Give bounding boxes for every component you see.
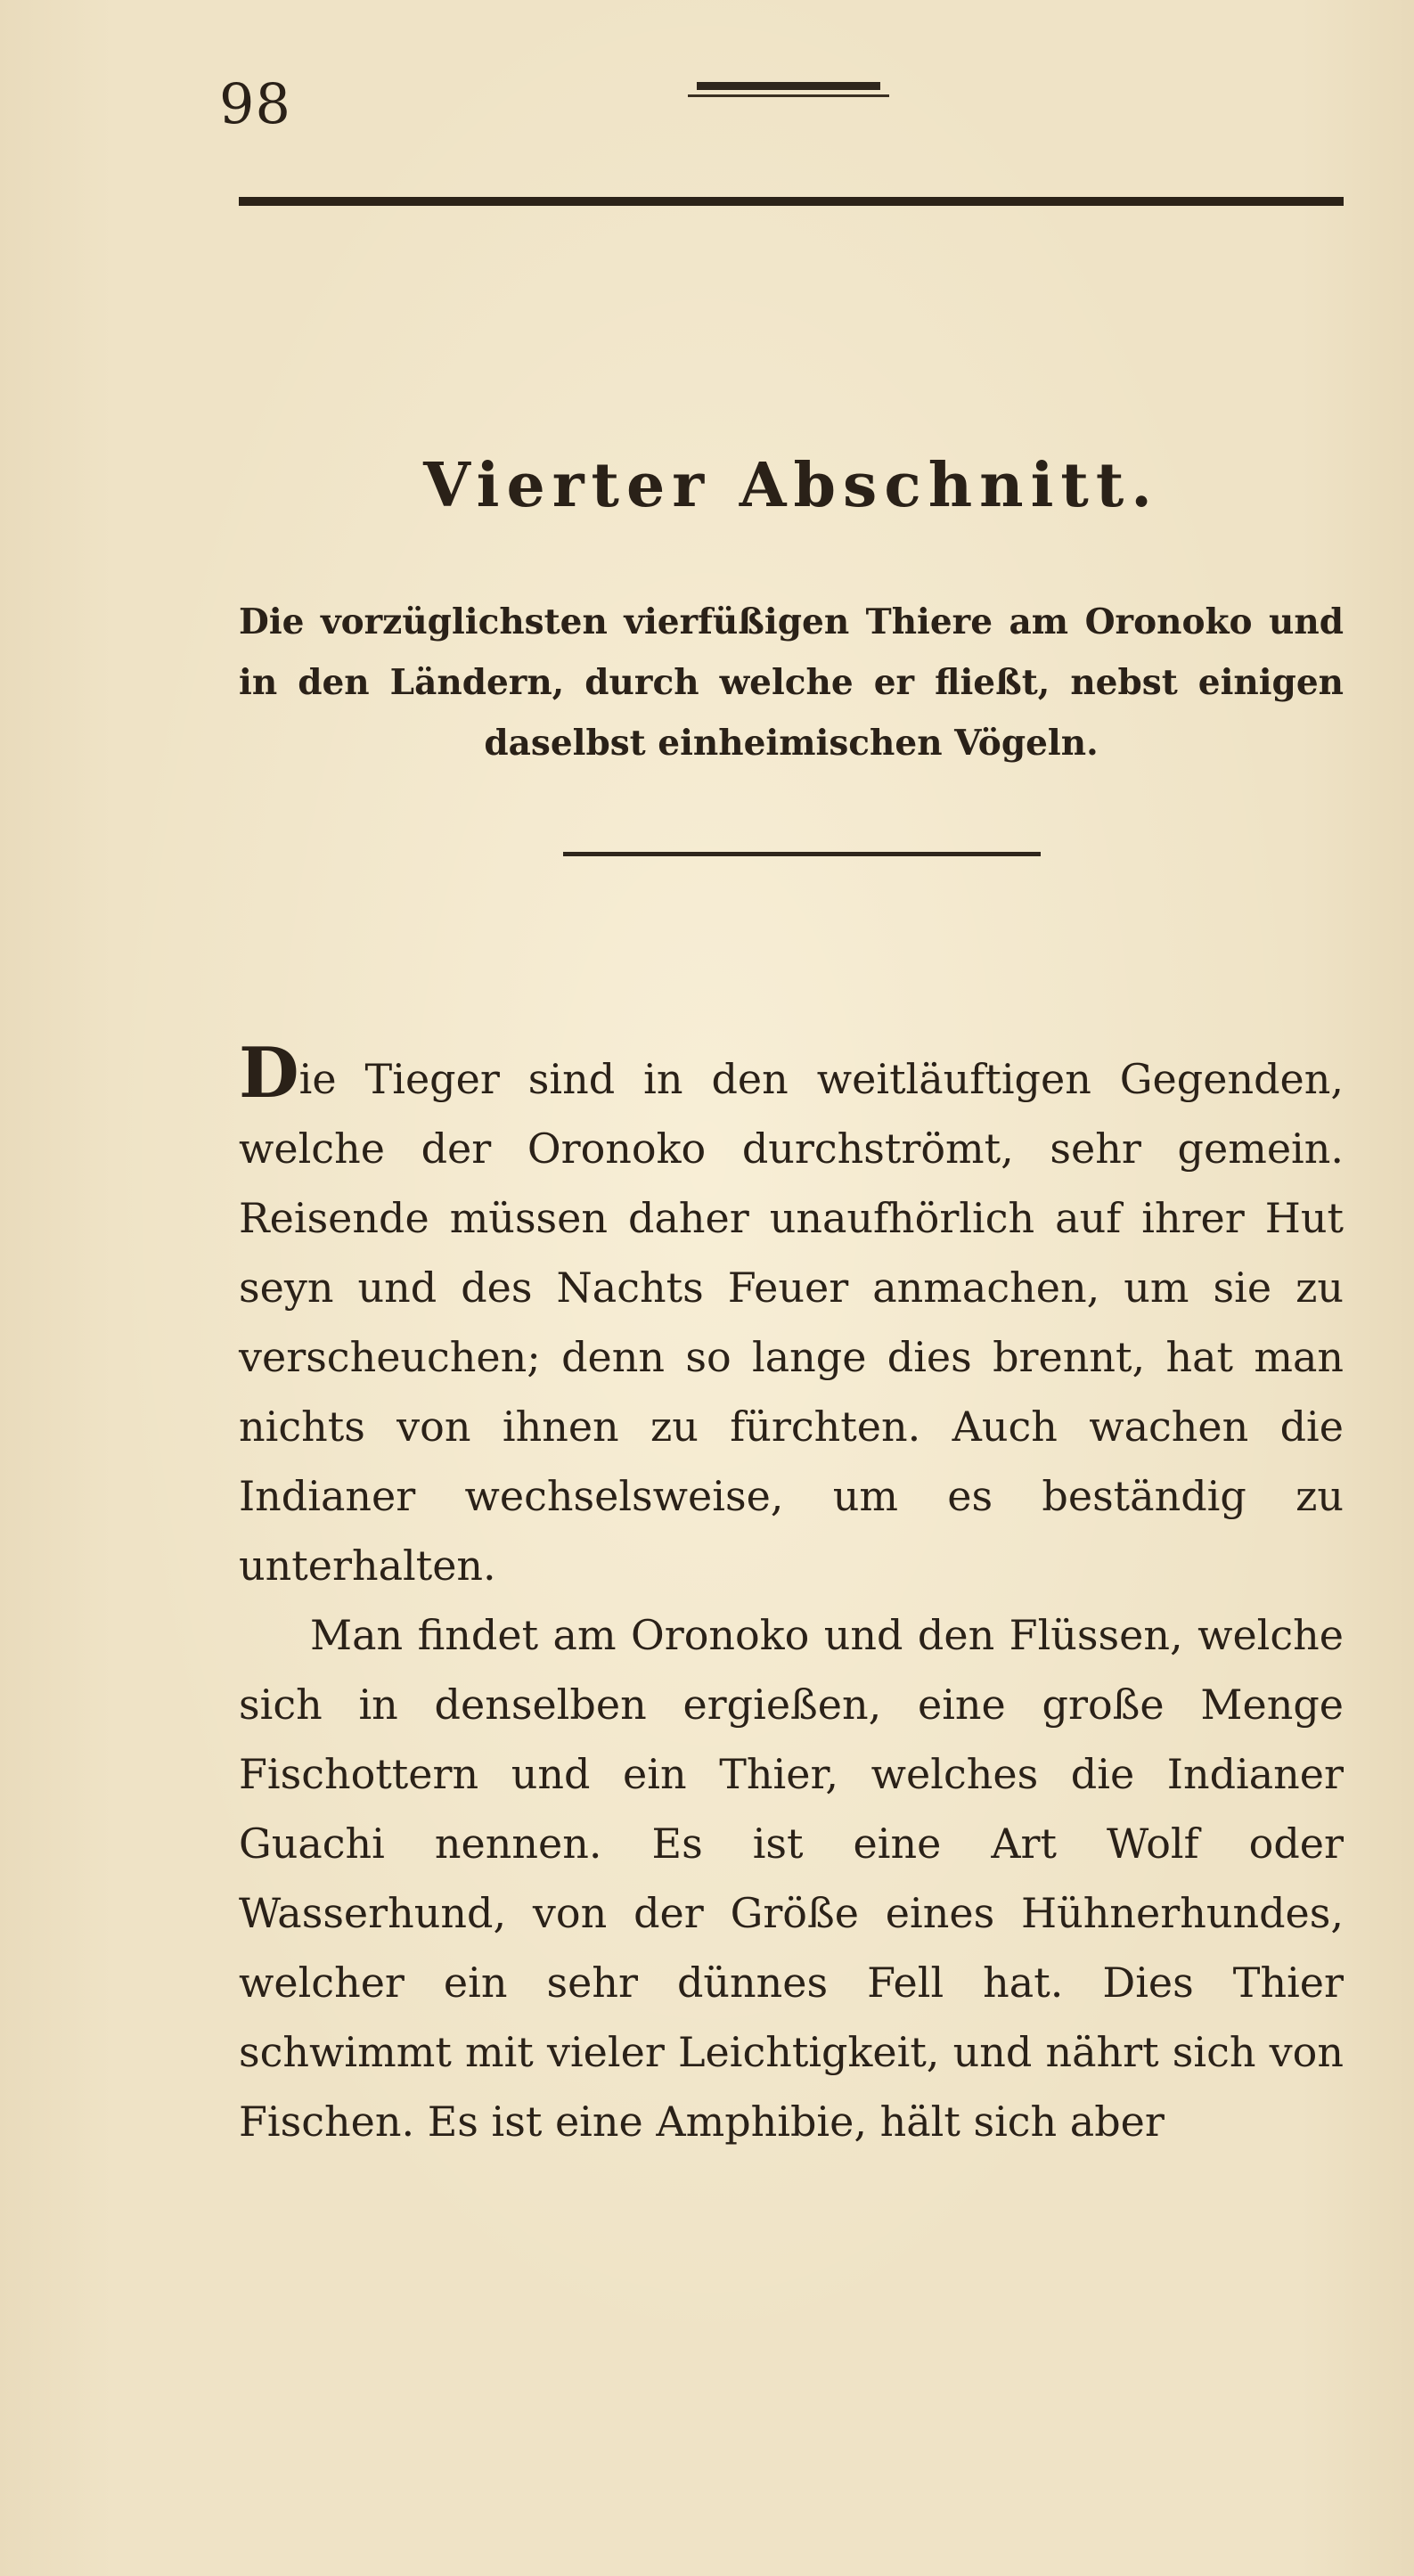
drop-cap: D [239,1033,299,1114]
paragraph-text: Man findet am Oronoko und den Flüssen, welche sich in denselben ergießen, eine große Menge Fischottern und ein Thier, welches die Indianer Guachi nennen. Es ist eine Art Wolf oder Wasserhund, von der Größe eines Hühnerhundes, welcher ein sehr dünnes Fell hat. Dies Thier schwimmt mit vieler Leichtigkeit, und nährt sich von Fischen. Es ist eine Amphibie, hält sich aber [239,1611,1344,2146]
paragraph [239,1033,1344,1600]
paragraph [239,1600,1344,2156]
section-divider [563,852,1041,856]
ornament-mark [688,82,889,102]
page-number: 98 [219,71,291,136]
body-text [239,1033,1344,2156]
section-title: Vierter Abschnitt. [423,450,1159,521]
paragraph-text: ie Tieger sind in den weitläuftigen Gegenden, welche der Oronoko durchströmt, sehr gemein. Reisende müssen daher unaufhörlich auf ihrer Hut seyn und des Nachts Feuer anmachen, um sie zu verscheuchen; denn so lange dies brennt, hat man nichts von ihnen zu fürchten. Auch wachen die Indianer wechselsweise, um es beständig zu unterhalten. [239,1055,1344,1590]
ornament-bar [697,82,880,90]
ornament-bar [688,94,889,97]
header-rule [239,197,1344,206]
section-subtitle: Die vorzüglichsten vierfüßigen Thiere am Oronoko und in den Ländern, durch welche er fließt, nebst einigen daselbst einheimischen Vögeln. [239,601,1344,764]
